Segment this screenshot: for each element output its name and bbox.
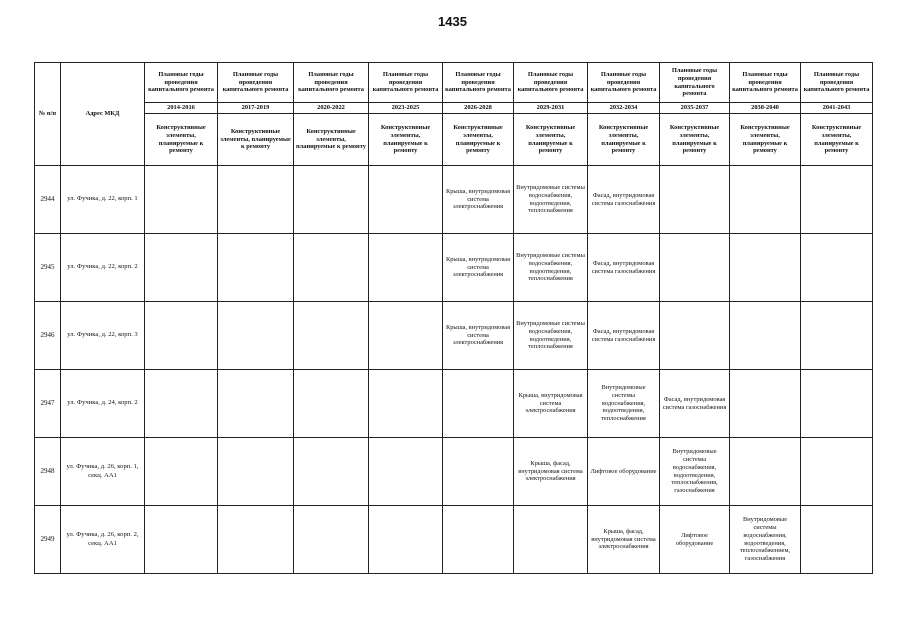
repair-elements-cell (218, 166, 294, 234)
repair-elements-cell (218, 302, 294, 370)
repair-elements-cell (369, 302, 443, 370)
header-period-title: Плановые годы проведения капитального ремонта (294, 63, 369, 103)
table-row (35, 506, 873, 574)
repair-elements-cell (294, 166, 369, 234)
repair-elements-cell (660, 166, 730, 234)
repair-elements-cell (145, 302, 218, 370)
header-row-titles (35, 63, 873, 103)
header-year-range: 2026-2028 (443, 103, 514, 114)
table-row (35, 438, 873, 506)
repair-elements-cell (801, 438, 873, 506)
repair-elements-cell: Крыша, фасад, внутридомовая система электроснабжения (588, 506, 660, 574)
header-address: Адрес МКД (61, 63, 145, 166)
repair-elements-cell (443, 370, 514, 438)
header-year-range: 2035-2037 (660, 103, 730, 114)
repair-elements-cell (218, 506, 294, 574)
row-number: 2949 (35, 506, 61, 574)
repair-elements-cell (443, 506, 514, 574)
header-elements-label: Конструктивные элементы, планируемые к ремонту (730, 114, 801, 166)
repair-elements-cell (294, 506, 369, 574)
row-address: ул. Фучика, д. 26, корп. 1, секц. АА1 (61, 438, 145, 506)
header-year-range: 2029-2031 (514, 103, 588, 114)
repair-elements-cell (145, 506, 218, 574)
repair-elements-cell: Крыша, внутридомовая система электроснабжения (514, 370, 588, 438)
header-year-range: 2017-2019 (218, 103, 294, 114)
repair-elements-cell (218, 438, 294, 506)
header-elements-label: Конструктивные элементы, планируемые к ремонту (514, 114, 588, 166)
repair-elements-cell (294, 370, 369, 438)
repair-elements-cell (369, 438, 443, 506)
header-elements-label: Конструктивные элементы, планируемые к ремонту (588, 114, 660, 166)
repair-elements-cell (294, 438, 369, 506)
header-elements-label: Конструктивные элементы, планируемые к ремонту (369, 114, 443, 166)
repair-elements-cell: Фасад, внутридомовая система газоснабжения (660, 370, 730, 438)
repair-elements-cell (369, 166, 443, 234)
header-period-title: Плановые годы проведения капитального ремонта (145, 63, 218, 103)
repair-elements-cell: Крыша, внутридомовая система электроснабжения (443, 234, 514, 302)
header-row-years (35, 103, 873, 114)
table-row (35, 370, 873, 438)
row-address: ул. Фучика, д. 24, корп. 2 (61, 370, 145, 438)
repair-elements-cell (801, 370, 873, 438)
header-elements-label: Конструктивные элементы, планируемые к ремонту (443, 114, 514, 166)
repair-elements-cell (294, 302, 369, 370)
repair-elements-cell (730, 166, 801, 234)
header-period-title: Плановые годы проведения капитального ремонта (218, 63, 294, 103)
repair-elements-cell (514, 506, 588, 574)
table-row (35, 302, 873, 370)
repair-elements-cell: Внутридомовые системы водоснабжения, водоотведения, теплоснабжения (514, 302, 588, 370)
repair-elements-cell: Фасад, внутридомовая система газоснабжения (588, 166, 660, 234)
repair-elements-cell: Внутридомовые системы водоснабжения, водоотведения, теплоснабжения, газоснабжения (660, 438, 730, 506)
header-year-range: 2020-2022 (294, 103, 369, 114)
repair-elements-cell (218, 234, 294, 302)
repair-elements-cell: Лифтовое оборудование (588, 438, 660, 506)
header-period-title: Плановые годы проведения капитального ремонта (588, 63, 660, 103)
header-elements-label: Конструктивные элементы, планируемые к ремонту (801, 114, 873, 166)
repair-elements-cell: Внутридомовые системы водоснабжения, водоотведения, теплоснабжения (588, 370, 660, 438)
row-number: 2948 (35, 438, 61, 506)
repair-elements-cell (294, 234, 369, 302)
repair-elements-cell: Крыша, фасад, внутридомовая система электроснабжения (514, 438, 588, 506)
repair-elements-cell (369, 370, 443, 438)
header-period-title: Плановые годы проведения капитального ремонта (514, 63, 588, 103)
table-row (35, 166, 873, 234)
row-address: ул. Фучика, д. 22, корп. 3 (61, 302, 145, 370)
header-period-title: Плановые годы проведения капитального ремонта (801, 63, 873, 103)
repair-elements-cell (730, 438, 801, 506)
header-period-title: Плановые годы проведения капитального ремонта (660, 63, 730, 103)
row-number: 2947 (35, 370, 61, 438)
row-number: 2946 (35, 302, 61, 370)
row-address: ул. Фучика, д. 26, корп. 2, секц. АА1 (61, 506, 145, 574)
repair-elements-cell (730, 234, 801, 302)
row-number: 2944 (35, 166, 61, 234)
repair-elements-cell: Крыша, внутридомовая система электроснабжения (443, 166, 514, 234)
repair-elements-cell (443, 438, 514, 506)
repair-elements-cell (660, 302, 730, 370)
header-row-elements (35, 114, 873, 166)
repair-elements-cell (145, 370, 218, 438)
repair-elements-cell (730, 370, 801, 438)
repair-elements-cell (369, 506, 443, 574)
repair-elements-cell (730, 302, 801, 370)
header-elements-label: Конструктивные элементы, планируемые к ремонту (660, 114, 730, 166)
repair-elements-cell (145, 166, 218, 234)
repair-elements-cell: Внутридомовые системы водоснабжения, водоотведения, теплоснабжением, газоснабжения (730, 506, 801, 574)
header-elements-label: Конструктивные элементы, планируемые к ремонту (218, 114, 294, 166)
repair-elements-cell (145, 234, 218, 302)
header-year-range: 2041-2043 (801, 103, 873, 114)
header-year-range: 2038-2040 (730, 103, 801, 114)
repair-elements-cell (369, 234, 443, 302)
row-number: 2945 (35, 234, 61, 302)
repair-elements-cell: Фасад, внутридомовая система газоснабжения (588, 302, 660, 370)
repair-elements-cell (801, 166, 873, 234)
header-elements-label: Конструктивные элементы, планируемые к ремонту (294, 114, 369, 166)
repair-elements-cell: Внутридомовые системы водоснабжения, водоотведения, теплоснабжения (514, 234, 588, 302)
header-num: № п/п (35, 63, 61, 166)
repair-elements-cell (660, 234, 730, 302)
repair-elements-cell (801, 302, 873, 370)
row-address: ул. Фучика, д. 22, корп. 2 (61, 234, 145, 302)
capital-repair-table (34, 62, 873, 574)
repair-elements-cell: Внутридомовые системы водоснабжения, водоотведения, теплоснабжения (514, 166, 588, 234)
repair-elements-cell: Фасад, внутридомовая система газоснабжения (588, 234, 660, 302)
header-elements-label: Конструктивные элементы, планируемые к ремонту (145, 114, 218, 166)
header-period-title: Плановые годы проведения капитального ремонта (730, 63, 801, 103)
repair-elements-cell (145, 438, 218, 506)
header-year-range: 2032-2034 (588, 103, 660, 114)
header-period-title: Плановые годы проведения капитального ремонта (369, 63, 443, 103)
header-year-range: 2014-2016 (145, 103, 218, 114)
table-body (35, 166, 873, 574)
repair-elements-cell: Лифтовое оборудование (660, 506, 730, 574)
header-year-range: 2023-2025 (369, 103, 443, 114)
repair-elements-cell: Крыша, внутридомовая система электроснабжения (443, 302, 514, 370)
table-row (35, 234, 873, 302)
repair-elements-cell (218, 370, 294, 438)
header-period-title: Плановые годы проведения капитального ремонта (443, 63, 514, 103)
repair-elements-cell (801, 234, 873, 302)
row-address: ул. Фучика, д. 22, корп. 1 (61, 166, 145, 234)
page-number: 1435 (438, 14, 467, 29)
repair-elements-cell (801, 506, 873, 574)
